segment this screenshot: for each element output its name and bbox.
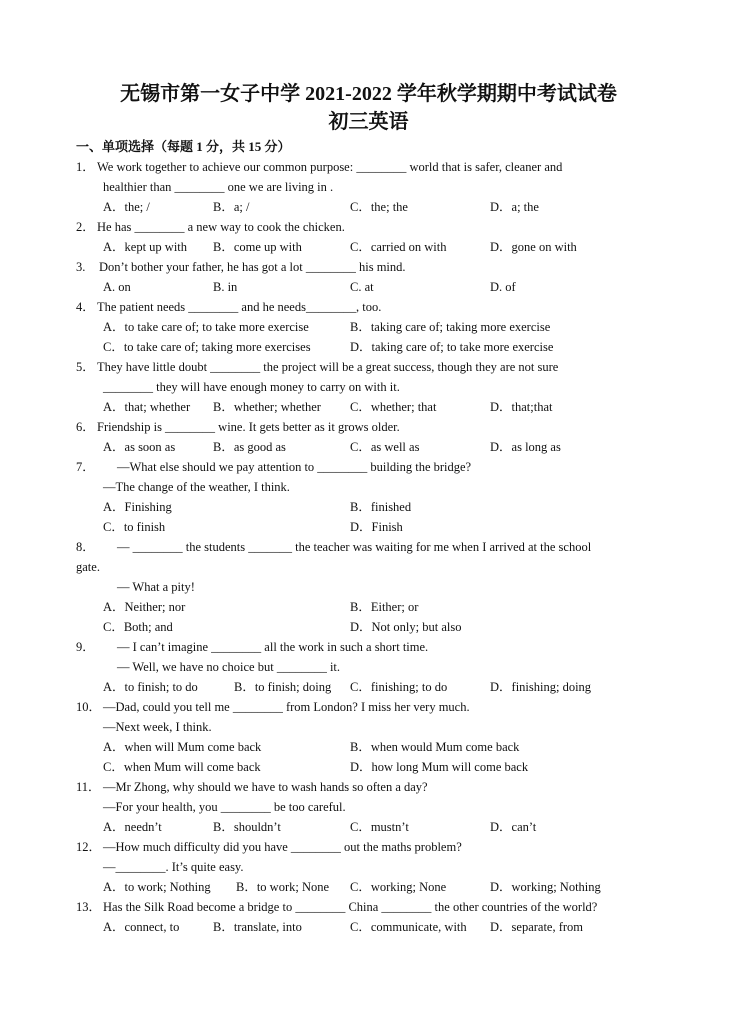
question-number: 5． <box>76 360 95 374</box>
question-stem-line: gate. <box>76 560 100 574</box>
question-stem: He has ________ a new way to cook the chicken. <box>97 220 345 234</box>
question-stem-line: ________ they will have enough money to carry on with it. <box>103 380 400 394</box>
question-number: 3. <box>76 260 86 274</box>
option-b: B．come up with <box>213 240 302 254</box>
question-answer-line: —________. It’s quite easy. <box>103 860 244 874</box>
option-d: D．finishing; doing <box>490 680 592 694</box>
option-a: A．as soon as <box>103 440 176 454</box>
option-c: C．when Mum will come back <box>103 760 261 774</box>
option-b: B．a; / <box>213 200 250 214</box>
question-stem: — I can’t imagine ________ all the work in such a short time. <box>117 640 429 654</box>
question-stem: —Dad, could you tell me ________ from London? I miss her very much. <box>103 700 470 714</box>
question-number: 12． <box>76 840 102 854</box>
section-heading: 一、单项选择（每题 1 分，共 15 分） <box>76 139 291 154</box>
question-stem: Friendship is ________ wine. It gets better as it grows older. <box>97 420 400 434</box>
question-stem: We work together to achieve our common purpose: ________ world that is safer, cleaner and <box>97 160 563 174</box>
question-answer-line: —Next week, I think. <box>103 720 212 734</box>
question-answer-line: —For your health, you ________ be too careful. <box>103 800 346 814</box>
option-c: C．working; None <box>350 880 447 894</box>
option-b: B．as good as <box>213 440 286 454</box>
option-d: D．working; Nothing <box>490 880 601 894</box>
question-number: 1． <box>76 160 95 174</box>
option-a: A．to work; Nothing <box>103 880 211 894</box>
option-b: B．shouldn’t <box>213 820 281 834</box>
option-a: A．to take care of; to take more exercise <box>103 320 309 334</box>
question-number: 8． <box>76 540 95 554</box>
question-answer-line: —The change of the weather, I think. <box>103 480 290 494</box>
question-number: 13． <box>76 900 102 914</box>
option-c: C．finishing; to do <box>350 680 448 694</box>
option-a: A．Neither; nor <box>103 600 186 614</box>
question-number: 2． <box>76 220 95 234</box>
option-b: B．to work; None <box>236 880 330 894</box>
question-stem: Has the Silk Road become a bridge to ________ China ________ the other countries of the world? <box>103 900 598 914</box>
question-stem-line: healthier than ________ one we are living in . <box>103 180 334 194</box>
option-c: C. at <box>350 280 374 294</box>
option-d: D．can’t <box>490 820 537 834</box>
option-c: C．communicate, with <box>350 920 467 934</box>
option-d: D．gone on with <box>490 240 577 254</box>
option-a: A．that; whether <box>103 400 191 414</box>
option-a: A．connect, to <box>103 920 180 934</box>
page-title: 无锡市第一女子中学 2021-2022 学年秋学期期中考试试卷 <box>120 83 617 105</box>
option-d: D．separate, from <box>490 920 584 934</box>
option-c: C．to finish <box>103 520 166 534</box>
option-d: D．that;that <box>490 400 553 414</box>
option-d: D．taking care of; to take more exercise <box>350 340 554 354</box>
option-b: B. in <box>213 280 238 294</box>
option-b: B．taking care of; taking more exercise <box>350 320 551 334</box>
option-c: C．as well as <box>350 440 420 454</box>
option-a: A．the; / <box>103 200 150 214</box>
question-number: 11． <box>76 780 101 794</box>
option-d: D．a; the <box>490 200 539 214</box>
option-b: B．finished <box>350 500 412 514</box>
question-number: 7． <box>76 460 95 474</box>
question-stem: — ________ the students _______ the teacher was waiting for me when I arrived at the school <box>117 540 592 554</box>
question-stem: —What else should we pay attention to ________ building the bridge? <box>117 460 472 474</box>
option-a: A．needn’t <box>103 820 162 834</box>
option-b: B．when would Mum come back <box>350 740 520 754</box>
option-d: D．Not only; but also <box>350 620 462 634</box>
option-c: C．the; the <box>350 200 408 214</box>
option-b: B．translate, into <box>213 920 302 934</box>
question-stem: —How much difficulty did you have ________ out the maths problem? <box>103 840 462 854</box>
option-a: A．to finish; to do <box>103 680 198 694</box>
option-c: C．carried on with <box>350 240 447 254</box>
question-answer-line: — Well, we have no choice but ________ it. <box>117 660 341 674</box>
question-answer-line: — What a pity! <box>117 580 195 594</box>
question-stem: The patient needs ________ and he needs________, too. <box>97 300 382 314</box>
option-d: D．Finish <box>350 520 403 534</box>
question-number: 6． <box>76 420 95 434</box>
question-stem: They have little doubt ________ the project will be a great success, though they are not sure <box>97 360 559 374</box>
question-stem: —Mr Zhong, why should we have to wash hands so often a day? <box>103 780 428 794</box>
question-number: 9． <box>76 640 95 654</box>
question-stem: Don’t bother your father, he has got a lot ________ his mind. <box>99 260 406 274</box>
page-subtitle: 初三英语 <box>328 111 409 133</box>
option-c: C．Both; and <box>103 620 173 634</box>
option-c: C．mustn’t <box>350 820 409 834</box>
option-c: C．to take care of; taking more exercises <box>103 340 311 354</box>
option-d: D．as long as <box>490 440 561 454</box>
option-d: D．how long Mum will come back <box>350 760 529 774</box>
question-number: 10． <box>76 700 102 714</box>
option-b: B．whether; whether <box>213 400 321 414</box>
question-number: 4． <box>76 300 95 314</box>
option-b: B．Either; or <box>350 600 419 614</box>
option-a: A．kept up with <box>103 240 188 254</box>
option-c: C．whether; that <box>350 400 437 414</box>
option-a: A. on <box>103 280 131 294</box>
option-a: A．Finishing <box>103 500 172 514</box>
option-b: B．to finish; doing <box>234 680 332 694</box>
option-d: D. of <box>490 280 516 294</box>
option-a: A．when will Mum come back <box>103 740 262 754</box>
